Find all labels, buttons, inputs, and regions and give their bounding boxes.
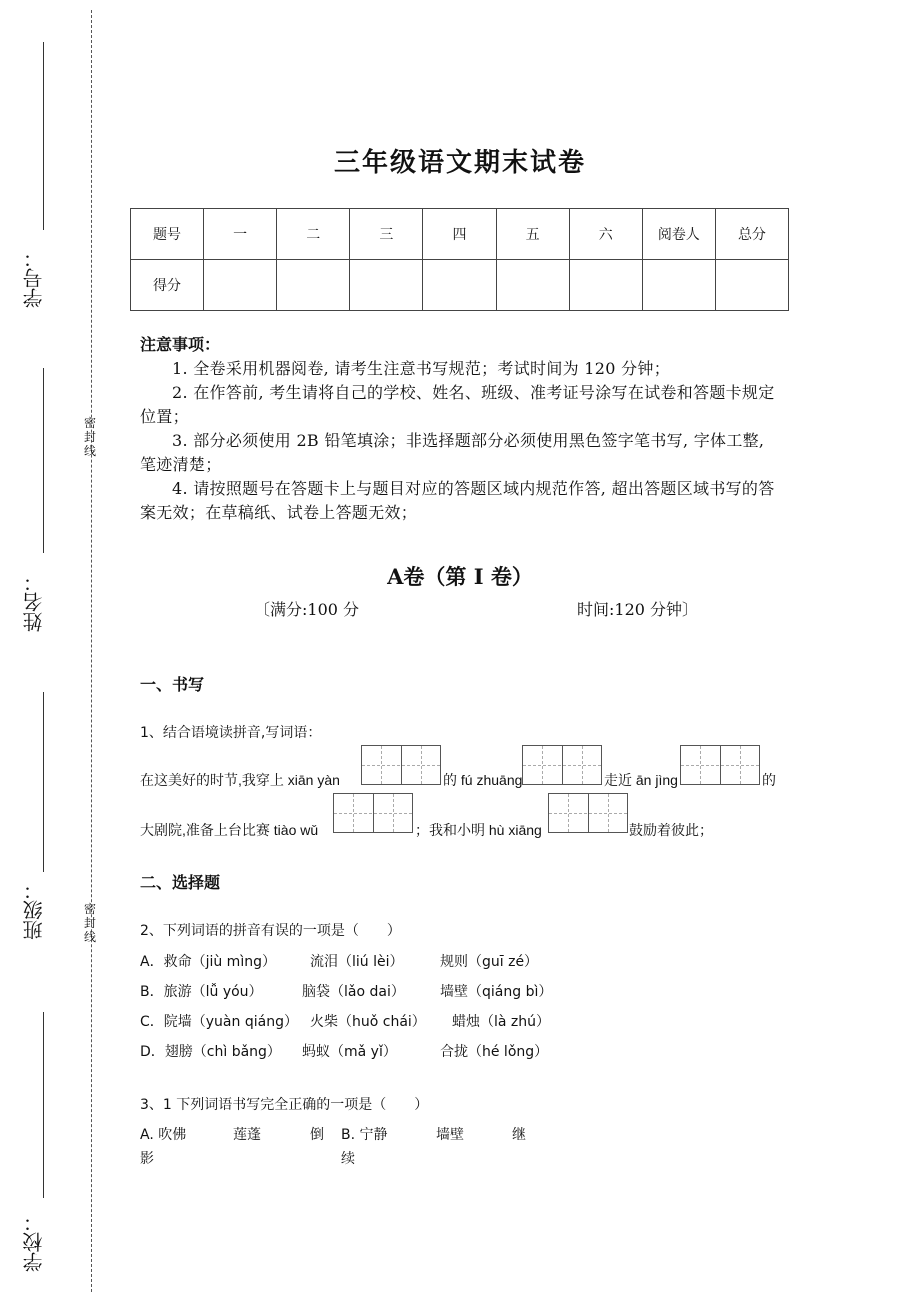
score-cell[interactable]: [423, 260, 496, 311]
notes-item: 1. 全卷采用机器阅卷, 请考生注意书写规范；考试时间为 120 分钟；: [172, 359, 671, 378]
q2-option-d[interactable]: D．翅膀（chì bǎng）: [140, 1044, 281, 1060]
q2-option-b-word: 脑袋（lǎo dai）: [302, 984, 405, 1000]
header-cell: 四: [423, 209, 496, 260]
q3-option-a[interactable]: A. 吹佛: [140, 1127, 187, 1143]
q3-option-a-word: 倒: [310, 1127, 324, 1143]
answer-grid[interactable]: [680, 745, 760, 785]
q2-option-b-word: 墙壁（qiáng bì）: [440, 984, 553, 1000]
q2-option-d-word: 合拢（hé lǒng）: [440, 1044, 549, 1060]
q3-option-a-word: 莲蓬: [233, 1127, 261, 1143]
score-cell[interactable]: [496, 260, 569, 311]
answer-grid[interactable]: [522, 745, 602, 785]
part1-heading: 一、书写: [140, 675, 205, 694]
seal-line-text-lower: 密 封 线: [83, 902, 96, 944]
name-label: 姓名：: [22, 572, 46, 632]
score-table: [130, 208, 789, 311]
q2-option-b[interactable]: B．旅游（lǚ yóu）: [140, 984, 263, 1000]
exam-time: 时间:120 分钟〕: [577, 600, 699, 619]
score-cell[interactable]: [204, 260, 277, 311]
answer-grid[interactable]: [333, 793, 413, 833]
q3-option-b-word: 继: [512, 1127, 526, 1143]
header-cell: 总分: [715, 209, 788, 260]
score-cell[interactable]: [277, 260, 350, 311]
q2-prompt: 2、下列词语的拼音有误的一项是（ ）: [140, 923, 401, 939]
q1-prompt: 1、结合语境读拼音,写词语：: [140, 725, 322, 741]
q3-option-a-word: 影: [140, 1151, 154, 1167]
q2-option-a-word: 流泪（liú lèi）: [310, 954, 404, 970]
full-score: 〔满分:100 分: [254, 600, 360, 619]
school-label: 学校：: [22, 1212, 46, 1272]
q1-line1-text: 的: [762, 772, 776, 788]
header-cell: 一: [204, 209, 277, 260]
header-cell: 五: [496, 209, 569, 260]
q2-option-a[interactable]: A．救命（jiù mìng）: [140, 954, 276, 970]
exam-notes: [140, 333, 782, 525]
q2-option-a-word: 规则（guī zé）: [440, 954, 539, 970]
q2-option-c-word: 蜡烛（là zhú）: [452, 1014, 551, 1030]
q3-option-b-word: 墙壁: [436, 1127, 464, 1143]
binding-dashed-line: [91, 10, 92, 1292]
q3-option-b[interactable]: B. 宁静: [341, 1127, 388, 1143]
seal-line-text-upper: 密 封 线: [83, 416, 96, 458]
score-row-label: 得分: [131, 260, 204, 311]
exam-title: 三年级语文期末试卷: [333, 148, 586, 178]
score-table-score-row: [131, 260, 789, 311]
header-cell: 六: [569, 209, 642, 260]
answer-grid[interactable]: [548, 793, 628, 833]
q3-prompt: 3、1 下列词语书写完全正确的一项是（ ）: [140, 1097, 429, 1113]
q1-line2-text: 鼓励着彼此；: [629, 822, 713, 838]
name-field[interactable]: [43, 368, 44, 553]
q1-line2-text: ；我和小明 hù xiāng: [415, 822, 542, 838]
class-field[interactable]: [43, 692, 44, 872]
q1-line1-text: 在这美好的时节,我穿上 xiān yàn: [140, 772, 340, 788]
header-cell: 题号: [131, 209, 204, 260]
notes-item: 4. 请按照题号在答题卡上与题目对应的答题区域内规范作答, 超出答题区域书写的答案无效；在草稿纸、试卷上答题无效；: [140, 479, 775, 522]
header-cell: 三: [350, 209, 423, 260]
header-cell: 阅卷人: [642, 209, 715, 260]
score-cell[interactable]: [642, 260, 715, 311]
q2-option-d-word: 蚂蚁（mǎ yǐ）: [302, 1044, 397, 1060]
school-field[interactable]: [43, 1012, 44, 1198]
score-cell[interactable]: [715, 260, 788, 311]
answer-grid[interactable]: [361, 745, 441, 785]
score-cell[interactable]: [569, 260, 642, 311]
student-id-label: 学号：: [22, 248, 46, 308]
notes-heading: 注意事项：: [140, 335, 221, 354]
q1-line1-text: 走近 ān jìng: [604, 772, 678, 788]
student-id-field[interactable]: [43, 42, 44, 230]
score-table-header-row: [131, 209, 789, 260]
class-label: 班级：: [22, 880, 46, 940]
q1-line1-text: 的 fú zhuāng: [443, 772, 523, 788]
q1-line2-text: 大剧院,准备上台比赛 tiào wǔ: [140, 822, 319, 838]
q3-option-b-word: 续: [341, 1151, 355, 1167]
notes-item: 3. 部分必须使用 2B 铅笔填涂；非选择题部分必须使用黑色签字笔书写, 字体工整, 笔迹清楚；: [140, 431, 765, 474]
score-cell[interactable]: [350, 260, 423, 311]
q2-option-c[interactable]: C．院墙（yuàn qiáng）: [140, 1014, 298, 1030]
part2-heading: 二、选择题: [140, 873, 221, 892]
q2-option-c-word: 火柴（huǒ chái）: [310, 1014, 426, 1030]
notes-item: 2. 在作答前, 考生请将自己的学校、姓名、班级、准考证号涂写在试卷和答题卡规定位置；: [140, 383, 775, 426]
section-title: A卷（第 I 卷）: [387, 564, 533, 589]
header-cell: 二: [277, 209, 350, 260]
